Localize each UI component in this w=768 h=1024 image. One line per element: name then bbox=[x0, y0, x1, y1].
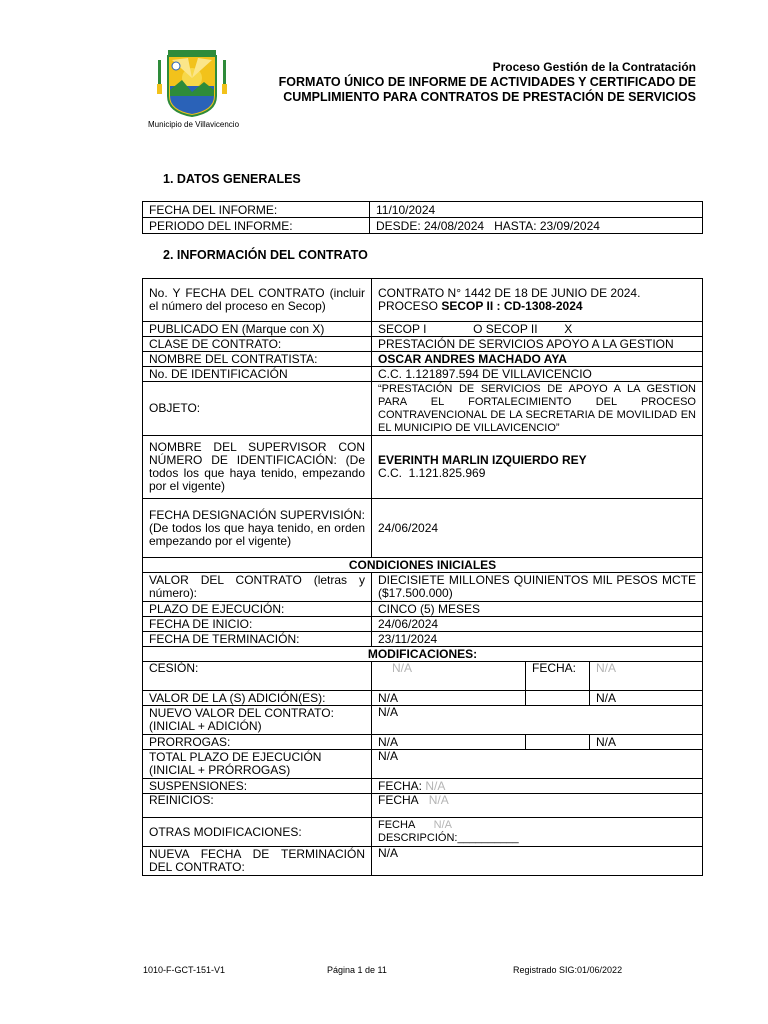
footer-format-code: 1010-F-GCT-151-V1 bbox=[143, 965, 226, 975]
contract-number-label: No. Y FECHA DEL CONTRATO (incluir el número del proceso en Secop) bbox=[143, 279, 372, 322]
table-row bbox=[143, 818, 703, 847]
table-row bbox=[143, 602, 703, 617]
supervisor-id: C.C. 1.121.825.969 bbox=[378, 466, 486, 480]
table-row bbox=[143, 436, 703, 499]
execution-term-label: PLAZO DE EJECUCIÓN: bbox=[143, 602, 372, 617]
suspensions-label: SUSPENSIONES: bbox=[143, 779, 372, 794]
new-value-value: N/A bbox=[372, 706, 703, 735]
report-period-value: DESDE: 24/08/2024 HASTA: 23/09/2024 bbox=[370, 218, 703, 234]
contract-value-label: VALOR DEL CONTRATO (letras y número): bbox=[143, 573, 372, 602]
contractor-name-value: OSCAR ANDRES MACHADO AYA bbox=[372, 352, 703, 367]
table-row bbox=[143, 662, 703, 691]
format-title-line2: CUMPLIMIENTO PARA CONTRATOS DE PRESTACIÓN DE SERVICIOS bbox=[283, 90, 696, 104]
process-code: SECOP II : CD-1308-2024 bbox=[441, 299, 583, 313]
object-label: OBJETO: bbox=[143, 382, 372, 436]
suspensions-date-label: FECHA: bbox=[378, 778, 423, 793]
contract-class-label: CLASE DE CONTRATO: bbox=[143, 337, 372, 352]
process-name: Proceso Gestión de la Contratación bbox=[492, 60, 696, 74]
contract-info-table bbox=[142, 278, 703, 876]
published-value: SECOP I O SECOP II X bbox=[372, 322, 703, 337]
other-date-value: N/A bbox=[433, 819, 452, 831]
total-term-value: N/A bbox=[372, 750, 703, 779]
other-date-row bbox=[378, 819, 696, 832]
restarts-label: REINICIOS: bbox=[143, 794, 372, 818]
table-row bbox=[143, 647, 703, 662]
table-row bbox=[143, 691, 703, 706]
extensions-date-value: N/A bbox=[590, 735, 703, 750]
other-date-label: FECHA bbox=[378, 819, 416, 831]
section-contract-info-title: 2. INFORMACIÓN DEL CONTRATO bbox=[163, 248, 368, 262]
start-date-label: FECHA DE INICIO: bbox=[143, 617, 372, 632]
object-value: “PRESTACIÓN DE SERVICIOS DE APOYO A LA GESTION PARA EL FORTALECIMIENTO DEL PROCESO CONTRAVENCIONAL DE LA SECRETARIA DE MOVILIDAD EN EL MUNICIPIO DE VILLAVICENCIO” bbox=[372, 382, 703, 436]
contract-class-value: PRESTACIÓN DE SERVICIOS APOYO A LA GESTION bbox=[372, 337, 703, 352]
addition-value: N/A bbox=[372, 691, 526, 706]
designation-date-label: FECHA DESIGNACIÓN SUPERVISIÓN: (De todos los que haya tenido, en orden empezando por el vigente) bbox=[143, 499, 372, 558]
contract-number-value bbox=[372, 279, 703, 322]
execution-term-value: CINCO (5) MESES bbox=[372, 602, 703, 617]
addition-date-value: N/A bbox=[590, 691, 703, 706]
other-modifications-label: OTRAS MODIFICACIONES: bbox=[143, 818, 372, 847]
municipality-logo bbox=[148, 44, 244, 118]
id-number-value: C.C. 1.121897.594 DE VILLAVICENCIO bbox=[372, 367, 703, 382]
table-row bbox=[143, 750, 703, 779]
new-end-date-label: NUEVA FECHA DE TERMINACIÓN DEL CONTRATO: bbox=[143, 847, 372, 876]
id-number-label: No. DE IDENTIFICACIÓN bbox=[143, 367, 372, 382]
table-row bbox=[143, 794, 703, 818]
report-date-label: FECHA DEL INFORME: bbox=[143, 202, 370, 218]
table-row bbox=[143, 322, 703, 337]
table-row bbox=[143, 632, 703, 647]
suspensions-date-value: N/A bbox=[425, 778, 446, 793]
supervisor-name: EVERINTH MARLIN IZQUIERDO REY bbox=[378, 453, 587, 467]
addition-date-cell bbox=[526, 691, 590, 706]
published-label: PUBLICADO EN (Marque con X) bbox=[143, 322, 372, 337]
total-term-label: TOTAL PLAZO DE EJECUCIÓN (INICIAL + PRÓRROGAS) bbox=[143, 750, 372, 779]
restarts-date-label: FECHA bbox=[378, 793, 419, 807]
addition-label: VALOR DE LA (S) ADICIÓN(ES): bbox=[143, 691, 372, 706]
supervisor-label: NOMBRE DEL SUPERVISOR CON NÚMERO DE IDENTIFICACIÓN: (De todos los que haya tenido, empezando por el vigente) bbox=[143, 436, 372, 499]
footer-registered: Registrado SIG:01/06/2022 bbox=[513, 965, 623, 975]
general-data-table bbox=[142, 201, 703, 234]
table-row bbox=[143, 202, 703, 218]
table-row bbox=[143, 779, 703, 794]
table-row bbox=[143, 352, 703, 367]
contract-number-line: CONTRATO N° 1442 DE 18 DE JUNIO DE 2024. bbox=[378, 286, 641, 300]
restarts-date-value: N/A bbox=[428, 793, 449, 807]
cession-date-label: FECHA: bbox=[526, 662, 590, 691]
new-end-date-value: N/A bbox=[372, 847, 703, 876]
table-row bbox=[143, 558, 703, 573]
restarts-value bbox=[372, 794, 703, 818]
start-date-value: 24/06/2024 bbox=[372, 617, 703, 632]
modifications-header: MODIFICACIONES: bbox=[143, 647, 703, 662]
extensions-label: PRORROGAS: bbox=[143, 735, 372, 750]
new-value-label: NUEVO VALOR DEL CONTRATO: (INICIAL + ADICIÓN) bbox=[143, 706, 372, 735]
footer-page-number: Página 1 de 11 bbox=[327, 965, 387, 975]
table-row bbox=[143, 617, 703, 632]
cession-label: CESIÓN: bbox=[143, 662, 372, 691]
table-row bbox=[143, 706, 703, 735]
extensions-value: N/A bbox=[372, 735, 526, 750]
suspensions-value bbox=[372, 779, 703, 794]
document-header bbox=[279, 60, 696, 105]
end-date-value: 23/11/2024 bbox=[372, 632, 703, 647]
report-date-value: 11/10/2024 bbox=[370, 202, 703, 218]
contract-process-line bbox=[378, 300, 696, 313]
contractor-name-label: NOMBRE DEL CONTRATISTA: bbox=[143, 352, 372, 367]
format-title-line1: FORMATO ÚNICO DE INFORME DE ACTIVIDADES Y CERTIFICADO DE bbox=[278, 75, 696, 89]
process-prefix: PROCESO bbox=[378, 299, 442, 313]
other-description: DESCRIPCIÓN:__________ bbox=[378, 832, 519, 844]
initial-conditions-header: CONDICIONES INICIALES bbox=[143, 558, 703, 573]
table-row bbox=[143, 279, 703, 322]
designation-date-value: 24/06/2024 bbox=[372, 499, 703, 558]
extensions-date-cell bbox=[526, 735, 590, 750]
table-row bbox=[143, 218, 703, 234]
cession-value: N/A bbox=[372, 662, 526, 691]
report-period-label: PERIODO DEL INFORME: bbox=[143, 218, 370, 234]
cession-date-value: N/A bbox=[590, 662, 703, 691]
supervisor-value bbox=[372, 436, 703, 499]
table-row bbox=[143, 337, 703, 352]
section-general-data-title: 1. DATOS GENERALES bbox=[163, 172, 301, 186]
contract-value-value: DIECISIETE MILLONES QUINIENTOS MIL PESOS MCTE ($17.500.000) bbox=[372, 573, 703, 602]
table-row bbox=[143, 847, 703, 876]
logo-caption: Municipio de Villavicencio bbox=[148, 120, 240, 129]
table-row bbox=[143, 499, 703, 558]
table-row bbox=[143, 573, 703, 602]
table-row bbox=[143, 367, 703, 382]
table-row bbox=[143, 735, 703, 750]
end-date-label: FECHA DE TERMINACIÓN: bbox=[143, 632, 372, 647]
table-row bbox=[143, 382, 703, 436]
other-modifications-value bbox=[372, 818, 703, 847]
